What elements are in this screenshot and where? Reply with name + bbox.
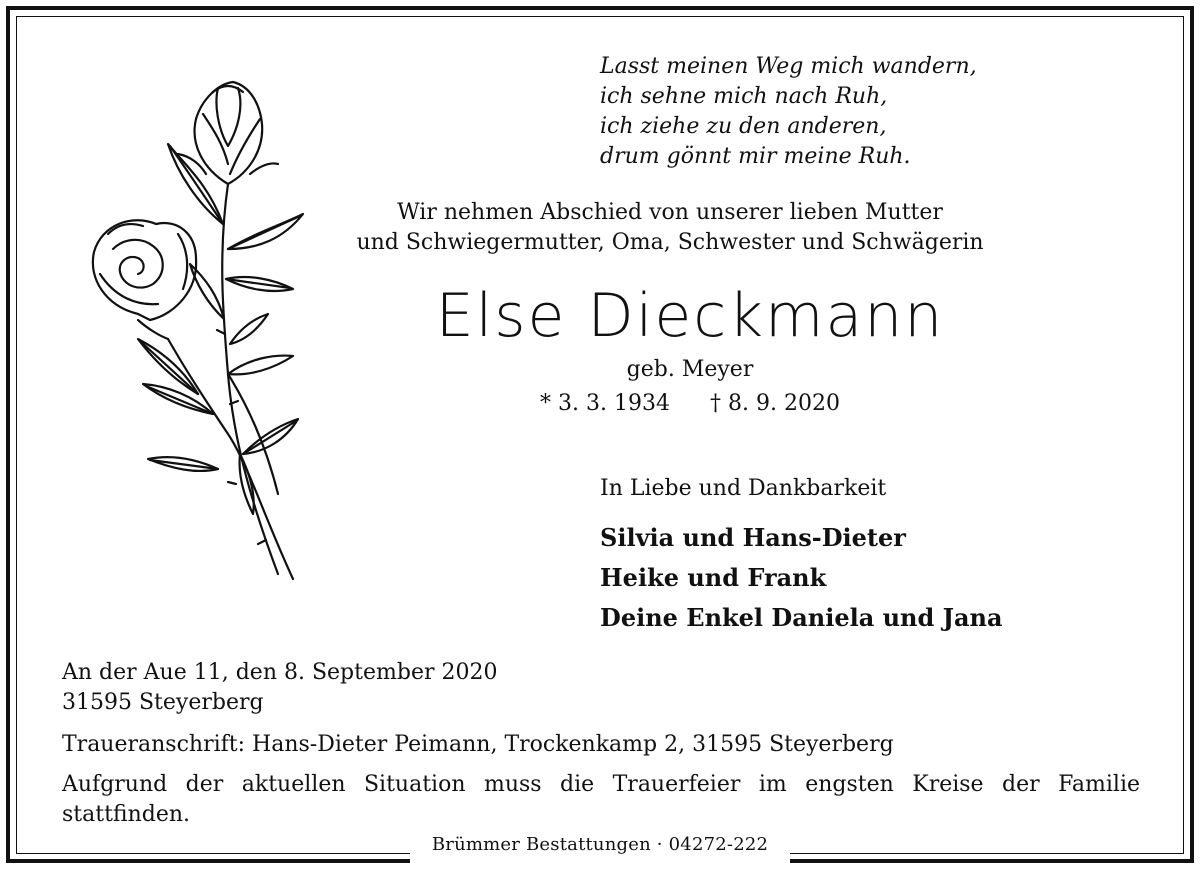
- poem-line: ich sehne mich nach Ruh,: [600, 84, 888, 109]
- mourner-entry: Heike und Frank: [600, 563, 827, 592]
- poem: [600, 52, 977, 172]
- mourner-entry: Deine Enkel Daniela und Jana: [600, 603, 1003, 632]
- intro-line-2: und Schwiegermutter, Oma, Schwester und Schwägerin: [356, 230, 984, 255]
- intro-line-1: Wir nehmen Abschied von unserer lieben Mutter: [397, 200, 943, 225]
- funeral-notice: Aufgrund der aktuellen Situation muss die Trauerfeier im engsten Kreise der Familie stattfinden.: [62, 772, 1140, 827]
- birth-date: * 3. 3. 1934: [540, 391, 670, 416]
- poem-line: ich ziehe zu den anderen,: [600, 114, 887, 139]
- closing-phrase: In Liebe und Dankbarkeit: [600, 476, 887, 501]
- birth-name: geb. Meyer: [626, 357, 754, 382]
- life-dates: [530, 390, 850, 418]
- condolence-address: Traueranschrift: Hans-Dieter Peimann, Trockenkamp 2, 31595 Steyerberg: [62, 732, 894, 757]
- poem-line: Lasst meinen Weg mich wandern,: [600, 54, 977, 79]
- poem-line: drum gönnt mir meine Ruh.: [600, 144, 911, 169]
- address-line-1: An der Aue 11, den 8. September 2020: [62, 660, 498, 685]
- mourner-entry: Silvia und Hans-Dieter: [600, 523, 906, 552]
- intro-text: [330, 198, 1010, 258]
- death-date: † 8. 9. 2020: [710, 391, 840, 416]
- rose-illustration-icon: [78, 74, 318, 594]
- funeral-home-footer: Brümmer Bestattungen · 04272-222: [431, 834, 769, 855]
- address-block: [62, 658, 497, 718]
- address-line-2: 31595 Steyerberg: [62, 690, 264, 715]
- mourners-list: [600, 518, 1003, 638]
- deceased-name: Else Dieckmann: [435, 281, 945, 351]
